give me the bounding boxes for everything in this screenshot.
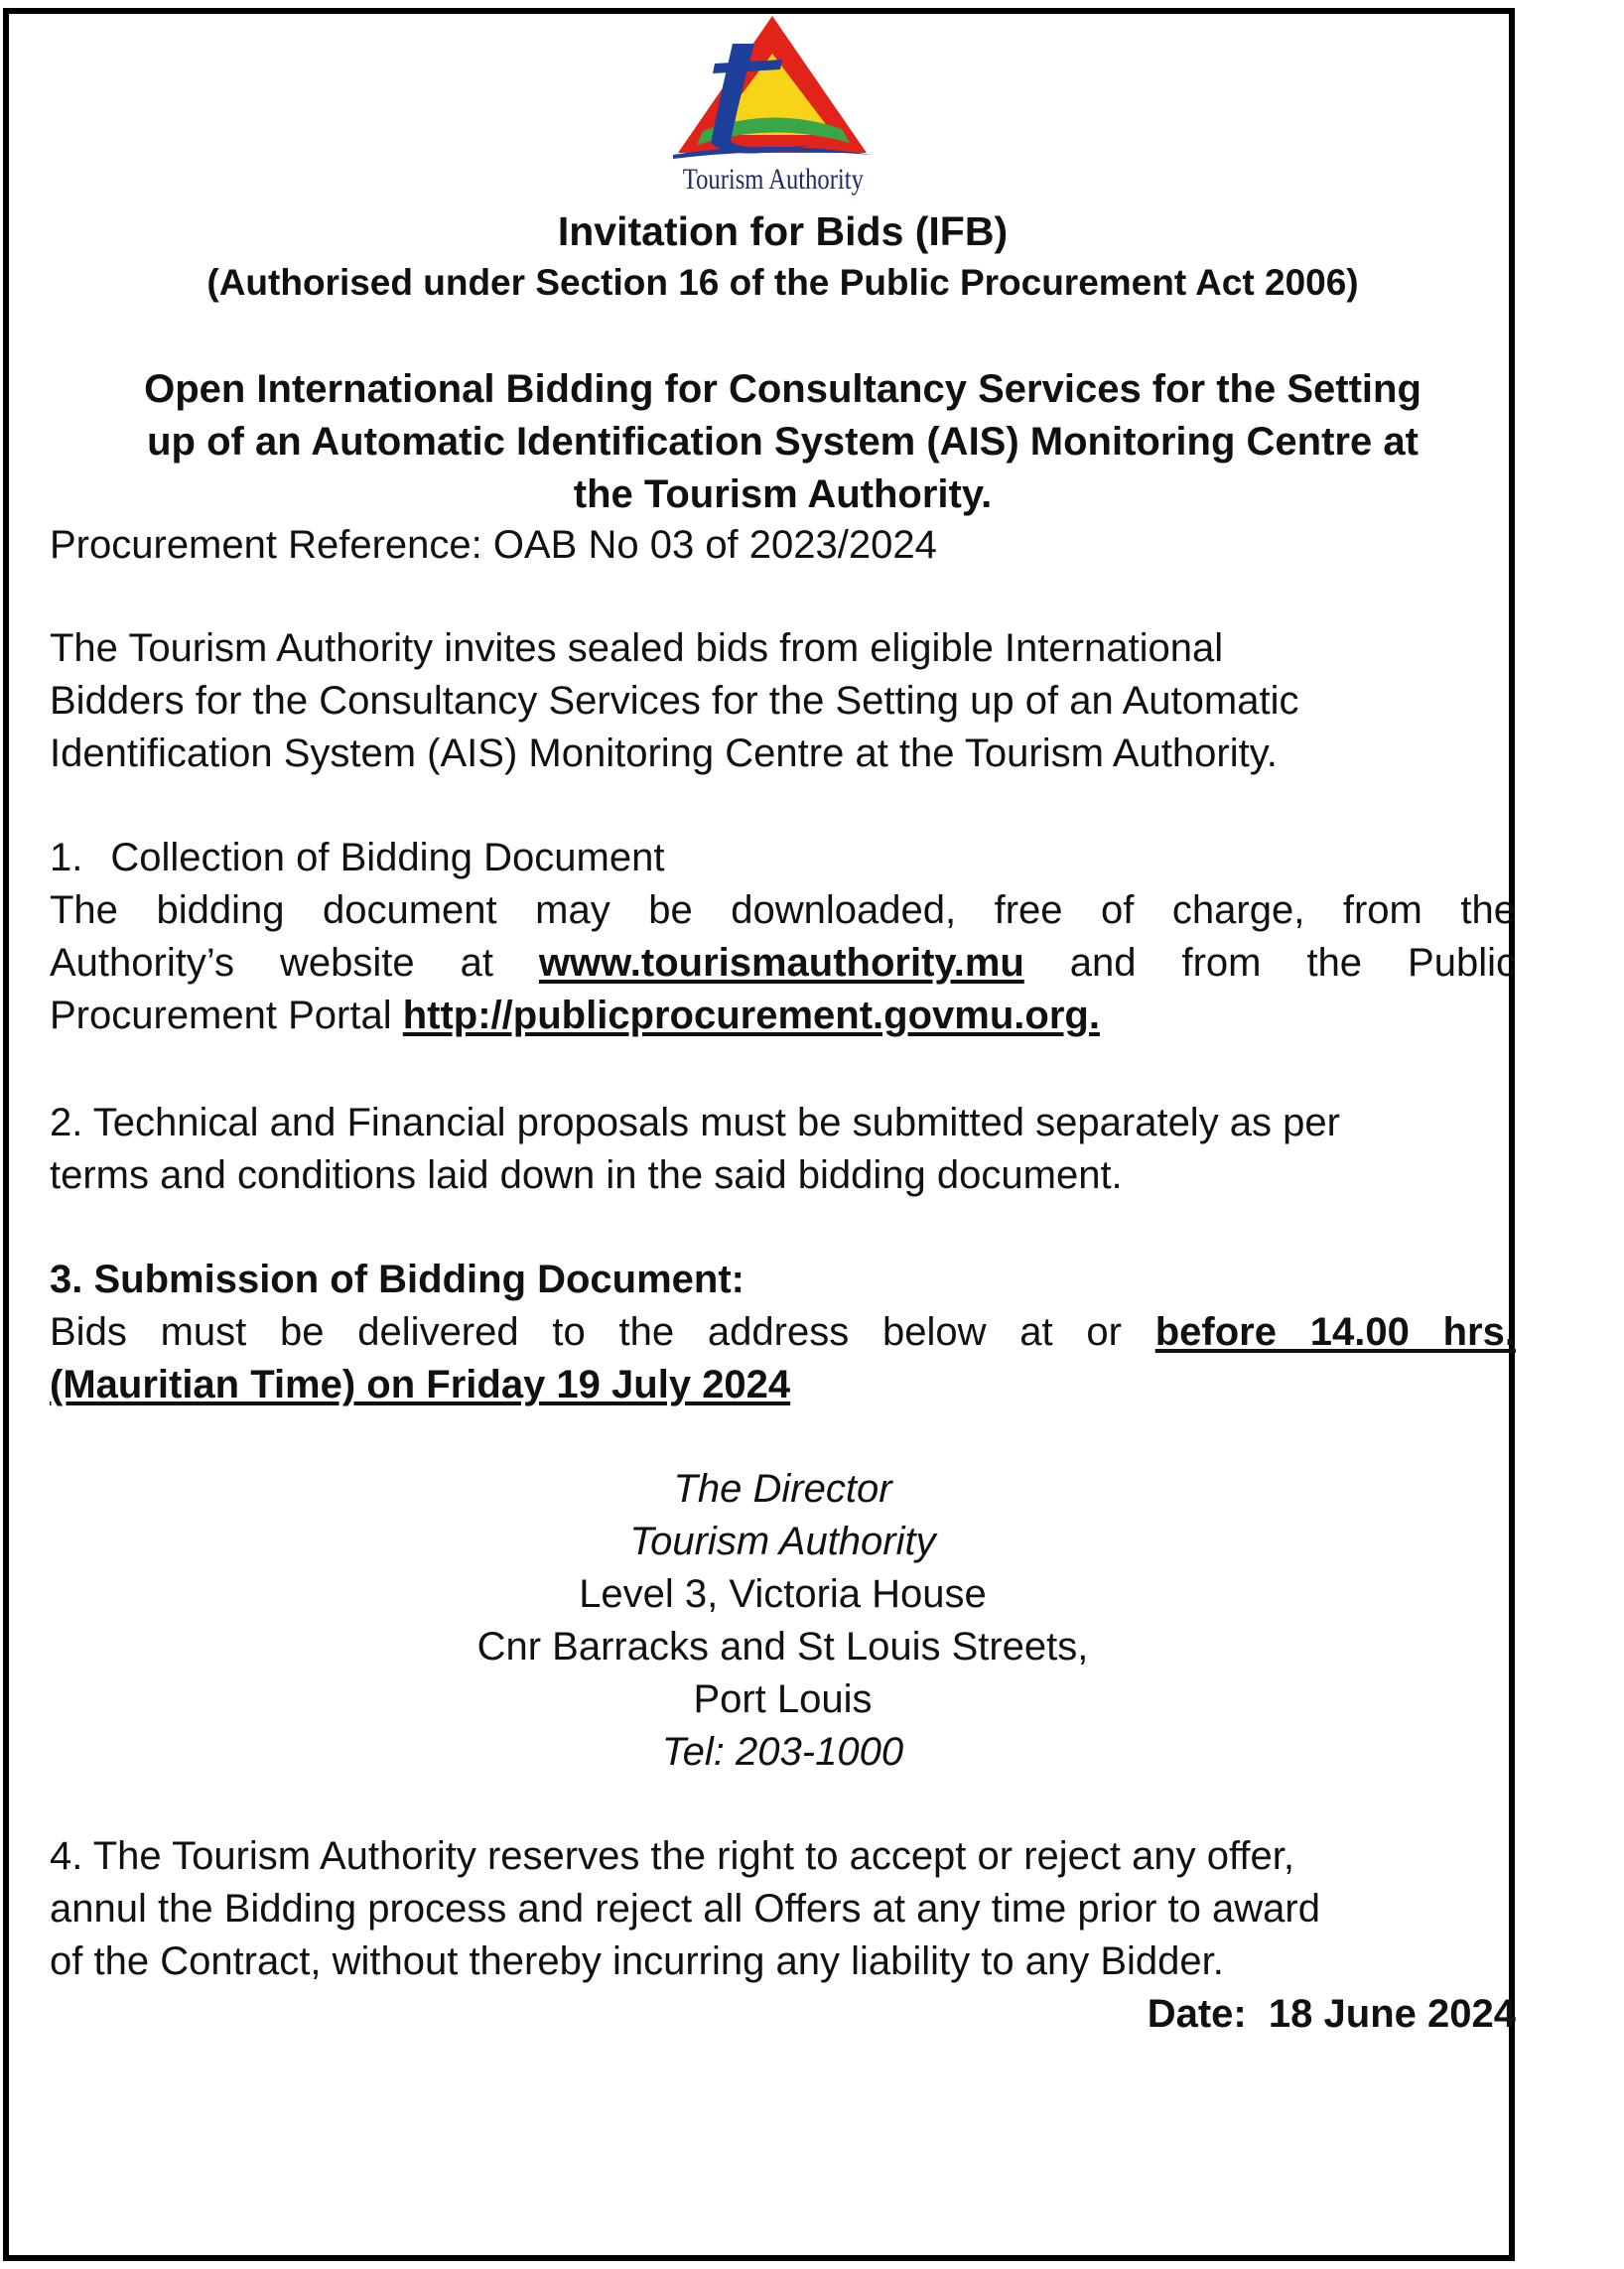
section-1-number: 1. (50, 836, 83, 879)
delivery-address (50, 1463, 1516, 1779)
section-1-title: Collection of Bidding Document (110, 836, 665, 879)
deadline-time: before 14.00 hrs. (1154, 1310, 1516, 1354)
logo-emblem-icon (663, 14, 881, 173)
section-1-line-2: Authority’s website at www.tourismauthority.mu and from the Public (50, 941, 1516, 985)
logo-wordmark: Tourism Authority (682, 163, 864, 196)
bid-heading (50, 363, 1516, 521)
section-4-line-3: of the Contract, without thereby incurring any liability to any Bidder. (50, 1939, 1224, 1983)
website-link[interactable]: www.tourismauthority.mu (538, 941, 1024, 985)
section-4 (50, 1830, 1516, 1988)
section-3-line-2 (50, 1359, 1516, 1411)
portal-link[interactable]: http://publicprocurement.govmu.org. (402, 994, 1100, 1037)
section-2-line-2: terms and conditions laid down in the said bidding document. (50, 1153, 1123, 1197)
page-subtitle: (Authorised under Section 16 of the Public Procurement Act 2006) (206, 262, 1359, 303)
document-date: Date: 18 June 2024 (1147, 1992, 1516, 2036)
intro-paragraph (50, 622, 1516, 780)
intro-line-1: The Tourism Authority invites sealed bids from eligible International (50, 626, 1224, 670)
address-recipient: The Director (673, 1467, 892, 1511)
section-3-title: 3. Submission of Bidding Document: (50, 1258, 744, 1301)
section-2 (50, 1097, 1516, 1202)
address-city: Port Louis (693, 1677, 873, 1721)
section-1-line-1: The bidding document may be downloaded, free of charge, from the (50, 888, 1516, 932)
section-4-line-1: 4. The Tourism Authority reserves the right to accept or reject any offer, (50, 1834, 1294, 1878)
address-line-2: Cnr Barracks and St Louis Streets, (476, 1625, 1089, 1668)
page-title: Invitation for Bids (IFB) (557, 208, 1009, 254)
address-line-1: Level 3, Victoria House (579, 1572, 987, 1616)
address-tel: Tel: 203-1000 (661, 1730, 904, 1774)
bid-heading-line-2: up of an Automatic Identification System (AIS) Monitoring Centre at (147, 420, 1419, 464)
section-1-heading (50, 832, 1516, 884)
section-2-line-1: 2. Technical and Financial proposals must be submitted separately as per (50, 1101, 1340, 1144)
tourism-authority-logo (663, 14, 881, 202)
bid-heading-line-1: Open International Bidding for Consultancy Services for the Setting (144, 367, 1421, 411)
section-3 (50, 1254, 1516, 1411)
bid-heading-line-3: the Tourism Authority. (573, 472, 993, 516)
procurement-reference: Procurement Reference: OAB No 03 of 2023/2024 (50, 523, 937, 567)
intro-line-2: Bidders for the Consultancy Services for the Setting up of an Automatic (50, 679, 1299, 723)
address-org: Tourism Authority (629, 1520, 936, 1563)
section-4-line-2: annul the Bidding process and reject all Offers at any time prior to award (50, 1887, 1320, 1931)
section-1 (50, 832, 1516, 1042)
section-1-line-3: Procurement Portal http://publicprocurement.govmu.org. (50, 994, 1100, 1037)
deadline-date: (Mauritian Time) on Friday 19 July 2024 (50, 1363, 791, 1406)
intro-line-3: Identification System (AIS) Monitoring Centre at the Tourism Authority. (50, 732, 1278, 775)
section-3-line-1: Bids must be delivered to the address below at or before 14.00 hrs. (50, 1310, 1516, 1354)
